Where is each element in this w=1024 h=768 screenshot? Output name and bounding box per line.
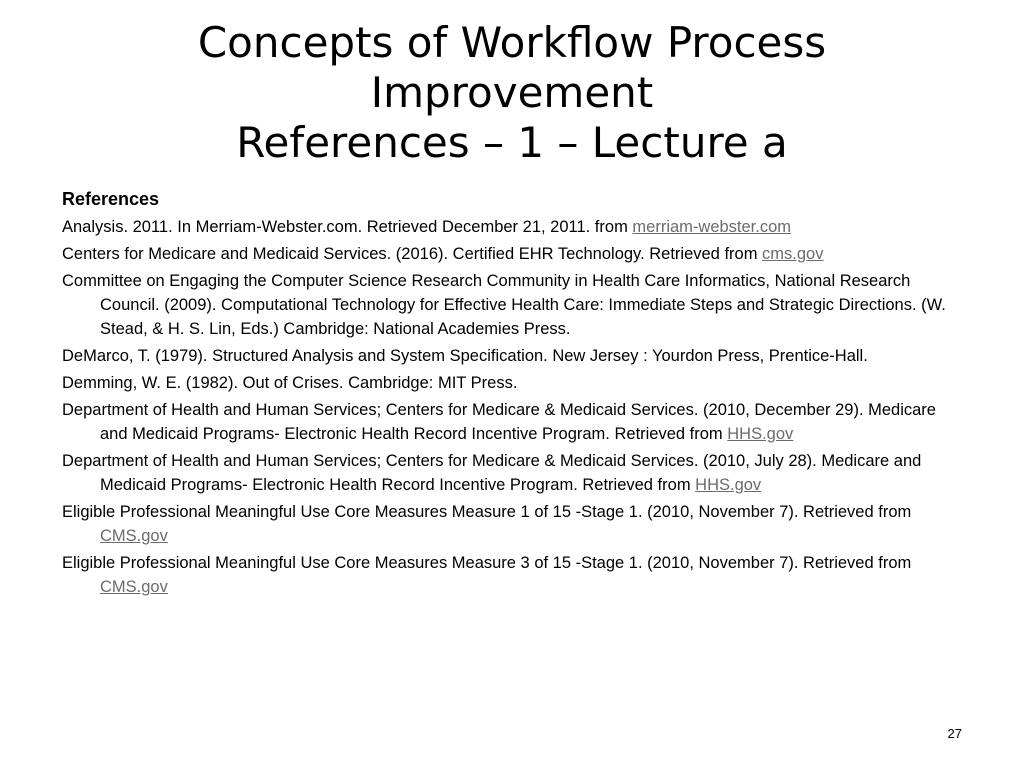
reference-text: Department of Health and Human Services; Centers for Medicare & Medicaid Services. (2010, December 29). Medicare and Medicaid Programs- Electronic Health Record Incentive Program. Retrieved from xyxy=(62,401,936,443)
slide-title-line-2: Improvement xyxy=(370,68,654,117)
slide-title-line-3: References – 1 – Lecture a xyxy=(236,118,788,167)
reference-item xyxy=(62,344,962,368)
reference-text: Demming, W. E. (1982). Out of Crises. Cambridge: MIT Press. xyxy=(62,374,518,392)
reference-link[interactable]: HHS.gov xyxy=(727,425,794,443)
reference-text: Eligible Professional Meaningful Use Core Measures Measure 1 of 15 -Stage 1. (2010, November 7). Retrieved from xyxy=(62,503,912,521)
slide-title-line-1: Concepts of Workflow Process xyxy=(197,18,827,67)
page-number: 27 xyxy=(947,726,962,741)
reference-text: DeMarco, T. (1979). Structured Analysis and System Specification. New Jersey : Yourdon Press, Prentice-Hall. xyxy=(62,347,868,365)
reference-link[interactable]: cms.gov xyxy=(762,245,824,263)
reference-item xyxy=(62,215,962,239)
references-heading: References xyxy=(62,189,160,209)
reference-link[interactable]: CMS.gov xyxy=(100,578,168,596)
reference-item xyxy=(62,269,962,341)
reference-item xyxy=(62,371,962,395)
references-content xyxy=(62,186,962,602)
reference-item xyxy=(62,242,962,266)
reference-link[interactable]: CMS.gov xyxy=(100,527,168,545)
reference-item xyxy=(62,500,962,548)
reference-item xyxy=(62,449,962,497)
reference-text: Eligible Professional Meaningful Use Core Measures Measure 3 of 15 -Stage 1. (2010, November 7). Retrieved from xyxy=(62,554,912,572)
reference-text: Centers for Medicare and Medicaid Services. (2016). Certified EHR Technology. Retrieved from xyxy=(62,245,763,263)
reference-link[interactable]: HHS.gov xyxy=(695,476,762,494)
reference-item xyxy=(62,398,962,446)
reference-text: Department of Health and Human Services; Centers for Medicare & Medicaid Services. (2010, July 28). Medicare and Medicaid Programs- Electronic Health Record Incentive Program. Retrieved from xyxy=(62,452,922,494)
reference-text: Committee on Engaging the Computer Science Research Community in Health Care Informatics, National Research Council. (2009). Computational Technology for Effective Health Care: Immediate Steps and Strategic Directions. (W. Stead, & H. S. Lin, Eds.) Cambridge: National Academies Press. xyxy=(62,272,946,338)
reference-link[interactable]: merriam-webster.com xyxy=(632,218,792,236)
slide-title xyxy=(0,18,1024,168)
reference-item xyxy=(62,551,962,599)
reference-text: Analysis. 2011. In Merriam-Webster.com. Retrieved December 21, 2011. from xyxy=(62,218,633,236)
